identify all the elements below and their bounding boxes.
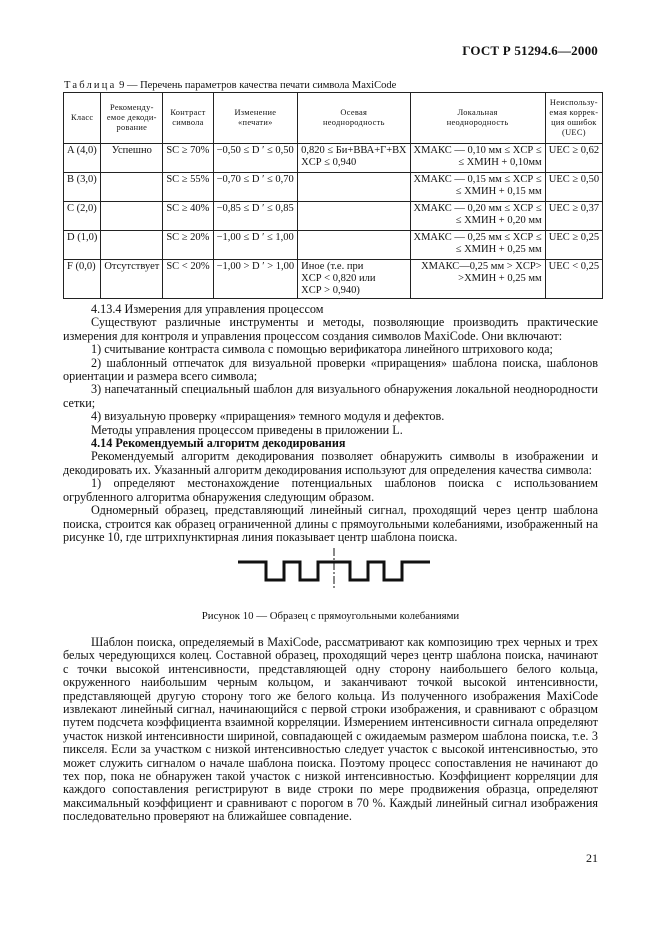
header-line: Контраст [170,108,206,117]
cell-line: UEC ≥ 0,50 [548,174,600,185]
cell-line: B (3,0) [67,174,97,185]
cell-line: SC ≥ 70% [166,145,210,156]
header-line: Изменение [234,108,277,117]
cell-line: F (0,0) [67,261,96,272]
cell-line: UEC ≥ 0,25 [548,232,600,243]
table-cell [298,260,410,299]
cell-line: −0,50 ≤ D ′ ≤ 0,50 [216,145,294,156]
table-cell [64,144,101,173]
table-cell [101,144,163,173]
table-cell [545,202,603,231]
table-caption-label: Таблица [64,80,117,91]
column-header [410,93,545,144]
cell-line: XСР > 0,940) [301,285,360,296]
paragraph: Методы управления процессом приведены в приложении L. [91,422,403,437]
table-caption [64,80,396,91]
table-row [64,202,603,231]
header-line: неоднородность [322,118,385,127]
table-cell [298,231,410,260]
cell-line: SC ≥ 55% [166,174,210,185]
table-cell [163,260,213,299]
header-line: Неиспользу- [549,98,598,107]
header-line: емая коррек- [549,108,599,117]
table-cell [163,231,213,260]
header-line: «печати» [238,118,273,127]
cell-line: UEC ≥ 0,37 [548,203,600,214]
header-line: ция ошибок [551,118,597,127]
table-cell [545,260,603,299]
cell-line: SC < 20% [166,261,210,272]
section-4-13-4-heading: 4.13.4 Измерения для управления процессом [91,302,324,316]
header-line: рование [116,123,148,132]
column-header [101,93,163,144]
column-header [545,93,603,144]
table-cell [410,173,545,202]
cell-line: XСР ≤ 0,940 [301,157,357,168]
cell-line: XМАКС — 0,10 мм ≤ XСР ≤ [413,145,542,156]
cell-line: C (2,0) [67,203,97,214]
table-cell [64,231,101,260]
table-cell [101,202,163,231]
cell-line: XМАКС — 0,20 мм ≤ XСР ≤ [413,203,542,214]
table-cell [410,144,545,173]
cell-line: −1,00 > D ′ > 1,00 [216,261,295,272]
standard-code: ГОСТ Р 51294.6—2000 [462,43,598,58]
cell-line: ≤ XМИН + 0,25 мм [455,244,542,255]
table-cell [64,260,101,299]
cell-line: ≤ XМИН + 0,15 мм [455,186,542,197]
table-cell [410,260,545,299]
table-row [64,173,603,202]
table-cell [101,260,163,299]
table-row [64,144,603,173]
column-header [64,93,101,144]
header-line: Осевая [340,108,368,117]
page-number: 21 [586,851,598,865]
table-cell [101,173,163,202]
table-cell [410,202,545,231]
cell-line: ≤ XМИН + 0,20 мм [455,215,542,226]
cell-line: >XМИН + 0,25 мм [458,273,542,284]
header-line: Рекоменду- [109,103,154,112]
table-cell [545,144,603,173]
table-cell [545,231,603,260]
cell-line: D (1,0) [67,232,98,243]
quality-parameters-table [63,92,603,299]
cell-line: XМАКС — 0,25 мм ≤ XСР ≤ [413,232,542,243]
header-line: емое декоди- [106,113,157,122]
column-header [213,93,298,144]
paragraph: Существуют различные инструменты и методы, позволяющие производить практические измерения для контроля и управления процессом создания символов MaxiCode. Они включают: [63,315,598,343]
paragraph: Рекомендуемый алгоритм декодирования позволяет обнаружить символы в изображении и декодировать их. Указанный алгоритм декодирования используют для определения качества символа: [63,449,598,477]
table-caption-text: 9 — Перечень параметров качества печати символа MaxiCode [119,80,397,91]
header-line: (UEC) [561,128,586,137]
header-line: Класс [70,113,94,122]
section-4-14-heading: 4.14 Рекомендуемый алгоритм декодирования [91,436,346,451]
header-line: символа [172,118,204,127]
cell-line: Иное (т.е. при [301,261,364,272]
table-cell [298,173,410,202]
cell-line: −0,70 ≤ D ′ ≤ 0,70 [216,174,294,185]
header-line: неоднородность [446,118,509,127]
cell-line: UEC < 0,25 [548,261,600,272]
table-row [64,260,603,299]
text-block-2 [63,636,598,824]
column-header [298,93,410,144]
cell-line: UEC ≥ 0,62 [548,145,600,156]
list-item: 1) считывание контраста символа с помощью верификатора линейного штрихового кода; [91,342,553,357]
cell-line: 0,820 ≤ Би+ВВА+Г+ВХ [301,145,407,156]
table-cell [163,144,213,173]
cell-line: XМАКС — 0,15 мм ≤ XСР ≤ [413,174,542,185]
cell-line: SC ≥ 20% [166,232,210,243]
table-cell [64,173,101,202]
cell-line: XМАКС—0,25 мм > XСР> [421,261,542,272]
square-wave-figure [236,548,432,588]
cell-line: −1,00 ≤ D ′ ≤ 1,00 [216,232,294,243]
cell-line: −0,85 ≤ D ′ ≤ 0,85 [216,203,294,214]
header-line: Локальная [457,108,498,117]
table-cell [101,231,163,260]
column-header [163,93,213,144]
list-item: 3) напечатанный специальный шаблон для визуального обнаружения локальной неоднородности сетки; [63,382,598,410]
table-cell [163,202,213,231]
list-item: 1) определяют местонахождение потенциальных шаблонов поиска с использованием огрубленного алгоритма обнаружения следующим образом. [63,476,598,504]
table-cell [213,144,298,173]
table-cell [213,202,298,231]
paragraph: Шаблон поиска, определяемый в MaxiCode, рассматривают как композицию трех черных и трех белых чередующихся колец. Составной образец, проходящий через центр шаблона поиска, начинают с точки высокой интенсивности, представляющей одну сторону наибольшего белого кольца, окруженного наибольшим черным кольцом, и заканчивают точкой высокой интенсивности, представляющей другую сторону того же белого кольца. Из полученного изображения MaxiCode извлекают линейный сигнал, начинающийся с первой строки изображения, и сравнивают с образцом путем подсчета коэффициента взаимной корреляции. Измерением интенсивности сигнала определяют участок низкой интенсивности шириной, совпадающей с ожидаемым размером шаблона поиска, т.е. 3 пикселя. Если за участком с низкой интенсивностью следует участок с высокой интенсивностью, это может служить сигналом о начале шаблона поиска. Поэтому процесс сопоставления не начинают до тех пор, пока не обнаружен такой участок с низкой интенсивностью. Коэффициент корреляции для каждого сопоставления регистрируют в виде строки по мере продвижения образца, определяют максимальный коэффициент и сравнивают с порогом в 70 %. Каждый линейный сигнал изображения последовательно проверяют на ближайшее совпадение. [63,635,598,824]
table-cell [213,260,298,299]
text-block-1 [63,303,598,544]
table-cell [163,173,213,202]
paragraph: Одномерный образец, представляющий линейный сигнал, проходящий через центр шаблона поиска, строится как образец ограниченной длины с прямоугольными колебаниями, изображенный на рисунке 10, где штрихпунктирная линия показывает центр шаблона поиска. [63,503,598,544]
cell-line: ≤ XМИН + 0,10мм [458,157,542,168]
cell-line: A (4,0) [67,145,97,156]
list-item: 2) шаблонный отпечаток для визуальной проверки «приращения» шаблона поиска, шаблонов ориентации и размера всего символа; [63,355,598,384]
list-item: 4) визуальную проверку «приращения» темного модуля и дефектов. [91,409,445,424]
table-cell [64,202,101,231]
figure-caption: Рисунок 10 — Образец с прямоугольными колебаниями [201,610,460,622]
cell-line: Отсутствует [104,261,160,272]
table-cell [410,231,545,260]
table-cell [545,173,603,202]
cell-line: SC ≥ 40% [166,203,210,214]
cell-line: Успешно [111,145,152,156]
table-cell [213,173,298,202]
table-cell [213,231,298,260]
table-header-row [64,93,603,144]
table-cell [298,202,410,231]
cell-line: XСР < 0,820 или [301,273,376,284]
table-cell [298,144,410,173]
table-row [64,231,603,260]
